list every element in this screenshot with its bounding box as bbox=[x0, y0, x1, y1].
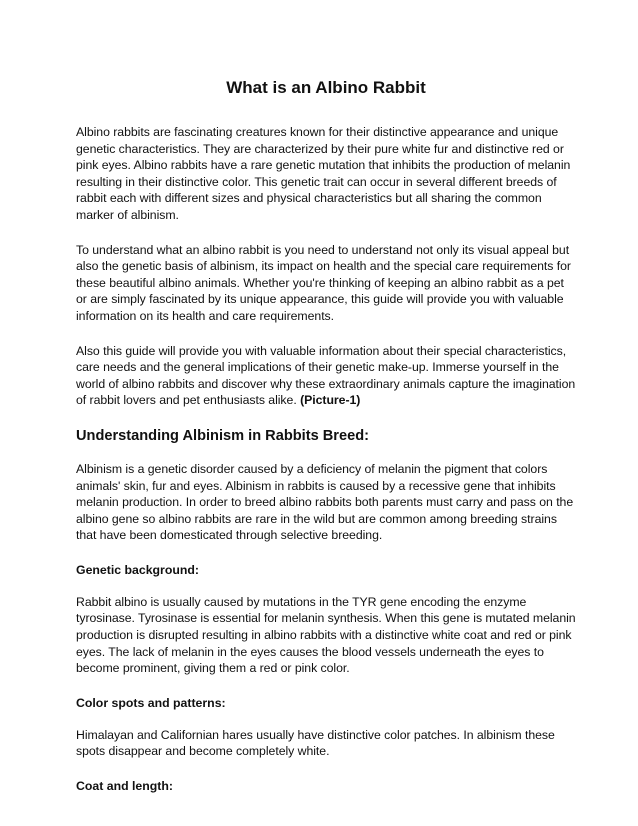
intro-paragraph-2: To understand what an albino rabbit is you need to understand not only its visual appeal but also the genetic basis of albinism, its impact on health and the special care requirements for these beautiful albino animals. Whether you're thinking of keeping an albino rabbit as a pet or are simply fascinated by its unique appearance, this guide will provide you with valuable information on its health and care requirements. bbox=[76, 242, 571, 323]
subsection-text-color: Himalayan and Californian hares usually have distinctive color patches. In albinism these spots disappear and become completely white. bbox=[76, 727, 555, 759]
picture-reference: (Picture-1) bbox=[300, 393, 361, 408]
page-title: What is an Albino Rabbit bbox=[226, 78, 426, 97]
section-paragraph: Albinism is a genetic disorder caused by a deficiency of melanin the pigment that colors animals' skin, fur and eyes. Albinism in rabbits is caused by a recessive gene that inhibits melanin production. In order to breed albino rabbits both parents must carry and pass on the albino gene so albino rabbits are rare in the wild but are common among breeding strains that have been domesticated through selective breeding. bbox=[76, 461, 574, 543]
intro-paragraph-3 bbox=[76, 343, 576, 409]
intro-paragraph-1: Albino rabbits are fascinating creatures known for their distinctive appearance and unique genetic characteristics. They are characterized by their pure white fur and distinctive red or pink eyes. Albino rabbits have a rare genetic mutation that inhibits the production of melanin resulting in their distinctive color. This genetic trait can occur in several different breeds of rabbit each with different sizes and physical characteristics but all sharing the common marker of albinism. bbox=[76, 125, 571, 222]
subsection-heading-color: Color spots and patterns: bbox=[76, 695, 226, 710]
section-heading: Understanding Albinism in Rabbits Breed: bbox=[76, 427, 369, 444]
subsection-text-genetic: Rabbit albino is usually caused by mutations in the TYR gene encoding the enzyme tyrosinase. Tyrosinase is essential for melanin synthesis. When this gene is mutated melanin production is disrupted resulting in albino rabbits with a distinctive white coat and red or pink eyes. The lack of melanin in the eyes causes the blood vessels underneath the eyes to become prominent, giving them a red or pink color. bbox=[76, 594, 576, 676]
intro-paragraph-3-text: Also this guide will provide you with valuable information about their special characteristics, care needs and the general implications of their genetic make-up. Immerse yourself in the world of albino rabbits and discover why these extraordinary animals capture the imagination of rabbit lovers and pet enthusiasts alike. bbox=[76, 343, 576, 408]
subsection-heading-coat: Coat and length: bbox=[76, 779, 174, 794]
subsection-heading-genetic: Genetic background: bbox=[76, 562, 199, 577]
